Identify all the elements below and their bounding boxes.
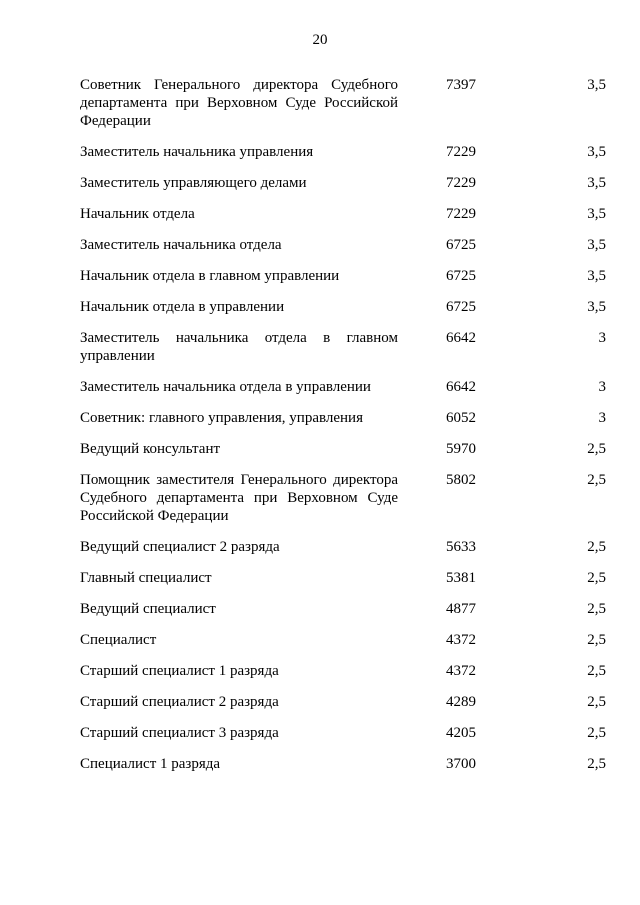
coefficient-value: 2,5 xyxy=(587,441,606,457)
salary-value: 5970 xyxy=(446,441,476,457)
salary-value: 3700 xyxy=(446,756,476,772)
coefficient-value: 3,5 xyxy=(587,144,606,160)
table-row xyxy=(80,724,606,755)
position-title: Заместитель начальника управления xyxy=(80,144,314,160)
table-row xyxy=(80,600,606,631)
salary-value: 6725 xyxy=(446,237,476,253)
salary-value: 5802 xyxy=(446,472,476,488)
position-title: Специалист 1 разряда xyxy=(80,756,221,772)
position-title: Главный специалист xyxy=(80,570,212,586)
table-body xyxy=(80,76,606,786)
table-row xyxy=(80,267,606,298)
table-row xyxy=(80,143,606,174)
table-row xyxy=(80,298,606,329)
position-title: Заместитель начальника отдела в главном управлении xyxy=(80,330,398,364)
page-number: 20 xyxy=(312,32,328,48)
salary-table xyxy=(80,76,606,786)
coefficient-value: 3,5 xyxy=(587,299,606,315)
coefficient-value: 3,5 xyxy=(587,77,606,93)
coefficient-value: 3,5 xyxy=(587,175,606,191)
salary-value: 4877 xyxy=(446,601,476,617)
coefficient-value: 3 xyxy=(598,410,606,426)
position-title: Советник Генерального директора Судебного департамента при Верховном Суде Российской Федерации xyxy=(80,77,398,129)
table-row xyxy=(80,538,606,569)
salary-value: 5381 xyxy=(446,570,476,586)
position-title: Начальник отдела xyxy=(80,206,195,222)
table-row xyxy=(80,205,606,236)
coefficient-value: 2,5 xyxy=(587,725,606,741)
salary-value: 7229 xyxy=(446,206,476,222)
coefficient-value: 3,5 xyxy=(587,237,606,253)
salary-value: 6725 xyxy=(446,299,476,315)
coefficient-value: 3,5 xyxy=(587,206,606,222)
salary-value: 6052 xyxy=(446,410,476,426)
salary-value: 4205 xyxy=(446,725,476,741)
table-row xyxy=(80,693,606,724)
table-row xyxy=(80,440,606,471)
position-title: Старший специалист 3 разряда xyxy=(80,725,279,741)
table-row xyxy=(80,236,606,267)
position-title: Специалист xyxy=(80,632,157,648)
salary-value: 7229 xyxy=(446,175,476,191)
salary-value: 4372 xyxy=(446,663,476,679)
table-row xyxy=(80,76,606,143)
salary-value: 6642 xyxy=(446,379,476,395)
table-row xyxy=(80,329,606,378)
salary-value: 7229 xyxy=(446,144,476,160)
position-title: Помощник заместителя Генерального директора Судебного департамента при Верховном Суде Российской Федерации xyxy=(80,472,398,524)
coefficient-value: 2,5 xyxy=(587,539,606,555)
coefficient-value: 2,5 xyxy=(587,632,606,648)
coefficient-value: 3,5 xyxy=(587,268,606,284)
salary-value: 5633 xyxy=(446,539,476,555)
salary-value: 6725 xyxy=(446,268,476,284)
coefficient-value: 2,5 xyxy=(587,472,606,488)
table-row xyxy=(80,755,606,786)
position-title: Начальник отдела в главном управлении xyxy=(80,268,340,284)
table-row xyxy=(80,569,606,600)
position-title: Ведущий специалист 2 разряда xyxy=(80,539,280,555)
coefficient-value: 2,5 xyxy=(587,756,606,772)
table-row xyxy=(80,378,606,409)
table-row xyxy=(80,409,606,440)
position-title: Ведущий консультант xyxy=(80,441,221,457)
salary-value: 4372 xyxy=(446,632,476,648)
salary-value: 4289 xyxy=(446,694,476,710)
position-title: Советник: главного управления, управления xyxy=(80,410,363,426)
position-title: Ведущий специалист xyxy=(80,601,216,617)
table-row xyxy=(80,662,606,693)
coefficient-value: 2,5 xyxy=(587,601,606,617)
salary-value: 7397 xyxy=(446,77,476,93)
position-title: Старший специалист 1 разряда xyxy=(80,663,279,679)
position-title: Заместитель начальника отдела xyxy=(80,237,282,253)
position-title: Заместитель управляющего делами xyxy=(80,175,307,191)
coefficient-value: 2,5 xyxy=(587,694,606,710)
salary-value: 6642 xyxy=(446,330,476,346)
position-title: Старший специалист 2 разряда xyxy=(80,694,279,710)
coefficient-value: 2,5 xyxy=(587,570,606,586)
table-row xyxy=(80,631,606,662)
coefficient-value: 3 xyxy=(598,330,606,346)
table-row xyxy=(80,471,606,538)
coefficient-value: 3 xyxy=(598,379,606,395)
table-row xyxy=(80,174,606,205)
position-title: Заместитель начальника отдела в управлении xyxy=(80,379,371,395)
coefficient-value: 2,5 xyxy=(587,663,606,679)
position-title: Начальник отдела в управлении xyxy=(80,299,285,315)
